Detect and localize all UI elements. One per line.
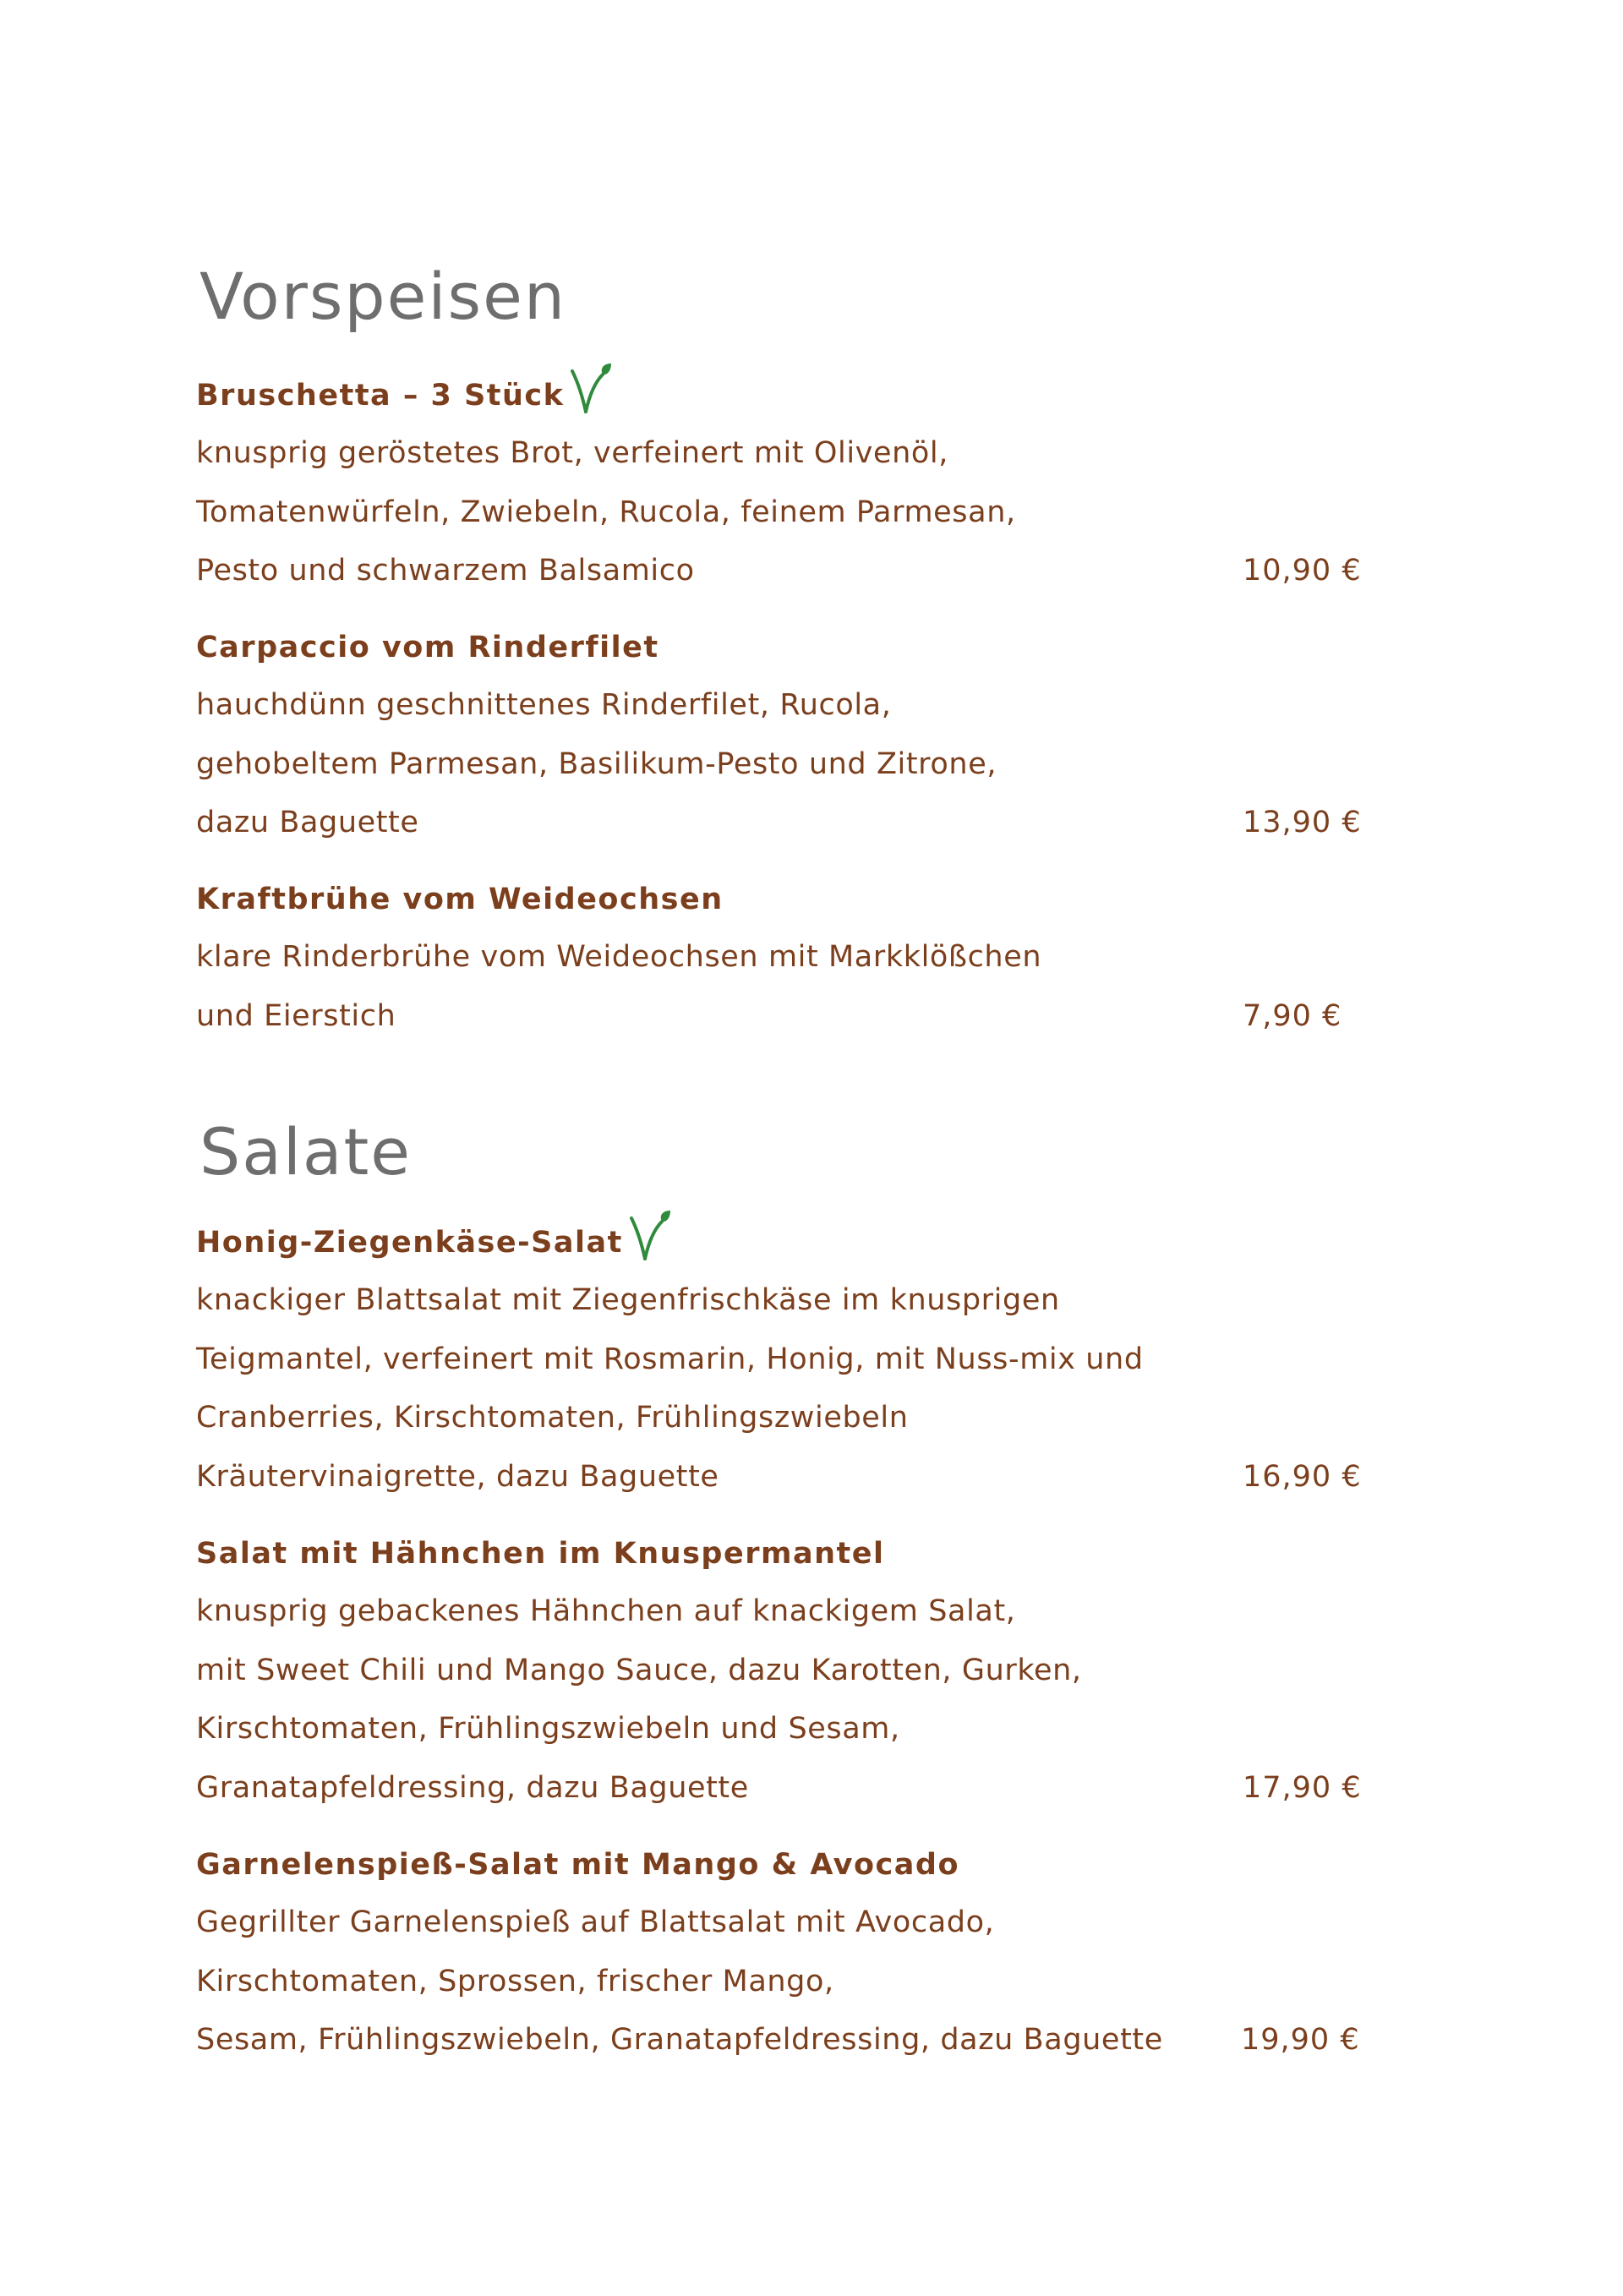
dish-price: 13,90 €: [1243, 806, 1362, 839]
description-line: Cranberries, Kirschtomaten, Frühlingszwiebeln: [196, 1401, 909, 1435]
dish-honig-ziegenkaese-salat: [196, 1214, 1422, 1506]
description-line: Pesto und schwarzem Balsamico 10,90 €: [196, 542, 1422, 601]
dish-garnelenspiess-salat: [196, 1836, 1422, 2070]
description-line: Granatapfeldressing, dazu Baguette 17,90 €: [196, 1759, 1422, 1818]
dish-price: 7,90 €: [1243, 998, 1342, 1033]
description-line: gehobeltem Parmesan, Basilikum-Pesto und Zitrone,: [196, 746, 997, 781]
dish-name: Carpaccio vom Rinderfilet: [196, 631, 659, 664]
dish-name: Honig-Ziegenkäse-Salat: [196, 1214, 1422, 1271]
description-line: Kräutervinaigrette, dazu Baguette 16,90 €: [196, 1448, 1422, 1507]
description-line: Sesam, Frühlingszwiebeln, Granatapfeldressing, dazu Baguette 19,90 €: [196, 2011, 1422, 2070]
dish-carpaccio: [196, 619, 1422, 853]
dish-price: 16,90 €: [1243, 1459, 1362, 1494]
dish-price: 19,90 €: [1241, 2023, 1360, 2057]
dish-name: Kraftbrühe vom Weideochsen: [196, 883, 724, 916]
description-line: klare Rinderbrühe vom Weideochsen mit Markklößchen: [196, 940, 1042, 974]
description-line: knusprig gebackenes Hähnchen auf knackigem Salat,: [196, 1594, 1016, 1628]
dish-kraftbruehe: [196, 871, 1422, 1046]
description-line: Gegrillter Garnelenspieß auf Blattsalat mit Avocado,: [196, 1905, 995, 1939]
description-line: Kirschtomaten, Sprossen, frischer Mango,: [196, 1964, 834, 1998]
dish-bruschetta: [196, 367, 1422, 601]
description-line: Kirschtomaten, Frühlingszwiebeln und Sesam,: [196, 1712, 900, 1746]
dish-name: Bruschetta – 3 Stück: [196, 367, 1422, 424]
section-title-vorspeisen: Vorspeisen: [199, 259, 567, 334]
vegetarian-leaf-icon: [628, 1210, 672, 1262]
vegetarian-leaf-icon: [569, 363, 613, 415]
description-line: knackiger Blattsalat mit Ziegenfrischkäse im knusprigen: [196, 1283, 1060, 1317]
dish-price: 10,90 €: [1243, 554, 1362, 588]
description-line: und Eierstich 7,90 €: [196, 987, 1422, 1047]
description-line: mit Sweet Chili und Mango Sauce, dazu Karotten, Gurken,: [196, 1653, 1082, 1687]
dish-name: Garnelenspieß-Salat mit Mango & Avocado: [196, 1848, 959, 1882]
description-line: Teigmantel, verfeinert mit Rosmarin, Honig, mit Nuss-mix und: [196, 1342, 1144, 1376]
description-line: Tomatenwürfeln, Zwiebeln, Rucola, feinem Parmesan,: [196, 495, 1016, 529]
description-line: hauchdünn geschnittenes Rinderfilet, Rucola,: [196, 688, 892, 722]
description-line: knusprig geröstetes Brot, verfeinert mit Olivenöl,: [196, 436, 948, 470]
dish-name: Salat mit Hähnchen im Knuspermantel: [196, 1537, 885, 1571]
dish-salat-haehnchen: [196, 1525, 1422, 1818]
description-line: dazu Baguette 13,90 €: [196, 794, 1422, 853]
section-title-salate: Salate: [199, 1114, 413, 1189]
dish-price: 17,90 €: [1243, 1770, 1362, 1805]
